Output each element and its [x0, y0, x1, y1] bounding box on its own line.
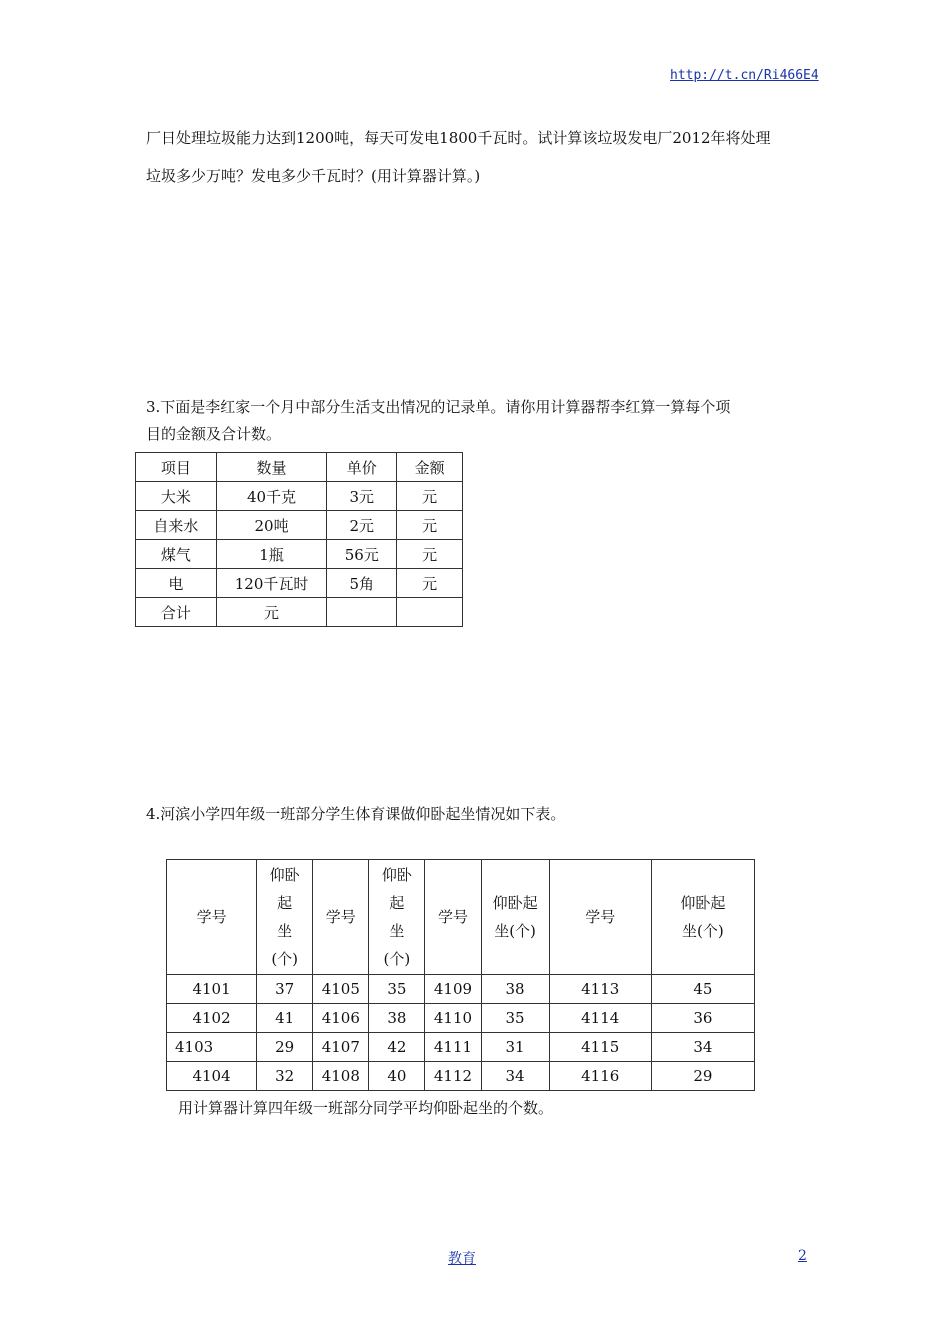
- header-cell: 学号: [313, 860, 369, 975]
- table-cell: 元: [216, 598, 327, 627]
- table-cell: 4106: [313, 1004, 369, 1033]
- table-cell: 4109: [425, 975, 481, 1004]
- q3-line-1: 3.下面是李红家一个月中部分生活支出情况的记录单。请你用计算器帮李红算一算每个项: [146, 398, 731, 416]
- header-cell: 仰卧起 坐(个): [481, 860, 549, 975]
- table-header-row: [136, 453, 463, 482]
- header-cell: 数量: [216, 453, 327, 482]
- table-cell: 38: [481, 975, 549, 1004]
- table-cell: 自来水: [136, 511, 217, 540]
- table-cell: 37: [257, 975, 313, 1004]
- table-cell: 31: [481, 1033, 549, 1062]
- table-cell: 元: [397, 569, 463, 598]
- table-cell: 3元: [327, 482, 397, 511]
- table-cell: 36: [651, 1004, 754, 1033]
- table-cell: 40千克: [216, 482, 327, 511]
- table-cell: 4111: [425, 1033, 481, 1062]
- table-cell: 4113: [549, 975, 651, 1004]
- table-cell: 元: [397, 540, 463, 569]
- table-row: [136, 540, 463, 569]
- intro-line-2: 垃圾多少万吨？发电多少千瓦时？(用计算器计算。): [146, 167, 481, 185]
- intro-line-1: 厂日处理垃圾能力达到1200吨，每天可发电1800千瓦时。试计算该垃圾发电厂2012年将处理: [146, 129, 771, 147]
- table-row: [136, 482, 463, 511]
- table-cell: 29: [257, 1033, 313, 1062]
- table-cell: [327, 598, 397, 627]
- table-row: [136, 511, 463, 540]
- header-cell: 仰卧起 坐(个): [651, 860, 754, 975]
- table-header-row: [167, 860, 755, 975]
- table-cell: 电: [136, 569, 217, 598]
- table-row: [167, 1062, 755, 1091]
- table-cell: 4103: [167, 1033, 257, 1062]
- header-cell: 单价: [327, 453, 397, 482]
- table-cell: 煤气: [136, 540, 217, 569]
- table-cell: 56元: [327, 540, 397, 569]
- table-cell: 4115: [549, 1033, 651, 1062]
- table-cell: 34: [651, 1033, 754, 1062]
- header-cell: 金额: [397, 453, 463, 482]
- table-cell: 4101: [167, 975, 257, 1004]
- header-cell: 仰卧 起 坐 (个): [257, 860, 313, 975]
- table-cell: 35: [481, 1004, 549, 1033]
- table-cell: 32: [257, 1062, 313, 1091]
- table-cell: 38: [369, 1004, 425, 1033]
- expense-table: [135, 452, 463, 627]
- table-cell: 元: [397, 482, 463, 511]
- header-cell: 项目: [136, 453, 217, 482]
- footer-link[interactable]: 教育: [448, 1251, 476, 1267]
- table-cell: 4105: [313, 975, 369, 1004]
- q4-title: 4.河滨小学四年级一班部分学生体育课做仰卧起坐情况如下表。: [146, 805, 566, 823]
- table-cell: 4104: [167, 1062, 257, 1091]
- table-cell: 1瓶: [216, 540, 327, 569]
- table-row: [136, 569, 463, 598]
- table-cell: 4102: [167, 1004, 257, 1033]
- table-cell: 120千瓦时: [216, 569, 327, 598]
- table-row: [136, 598, 463, 627]
- table-cell: 5角: [327, 569, 397, 598]
- table-cell: [397, 598, 463, 627]
- table-cell: 45: [651, 975, 754, 1004]
- page-number[interactable]: 2: [798, 1248, 807, 1264]
- table-cell: 40: [369, 1062, 425, 1091]
- table-cell: 34: [481, 1062, 549, 1091]
- table-cell: 35: [369, 975, 425, 1004]
- table-cell: 4114: [549, 1004, 651, 1033]
- table-row: [167, 1033, 755, 1062]
- header-url-link[interactable]: http://t.cn/Ri466E4: [670, 68, 819, 83]
- table-cell: 元: [397, 511, 463, 540]
- table-cell: 大米: [136, 482, 217, 511]
- table-cell: 20吨: [216, 511, 327, 540]
- table-cell: 29: [651, 1062, 754, 1091]
- table-cell: 4110: [425, 1004, 481, 1033]
- table-cell: 4112: [425, 1062, 481, 1091]
- header-cell: 仰卧 起 坐 (个): [369, 860, 425, 975]
- header-cell: 学号: [549, 860, 651, 975]
- table-cell: 4108: [313, 1062, 369, 1091]
- header-cell: 学号: [167, 860, 257, 975]
- table-cell: 合计: [136, 598, 217, 627]
- header-cell: 学号: [425, 860, 481, 975]
- table-cell: 4107: [313, 1033, 369, 1062]
- table-cell: 4116: [549, 1062, 651, 1091]
- situp-table: [166, 859, 755, 1091]
- q3-line-2: 目的金额及合计数。: [146, 425, 282, 443]
- table-cell: 2元: [327, 511, 397, 540]
- table-cell: 41: [257, 1004, 313, 1033]
- q4-note: 用计算器计算四年级一班部分同学平均仰卧起坐的个数。: [178, 1099, 554, 1117]
- table-row: [167, 975, 755, 1004]
- table-row: [167, 1004, 755, 1033]
- table-cell: 42: [369, 1033, 425, 1062]
